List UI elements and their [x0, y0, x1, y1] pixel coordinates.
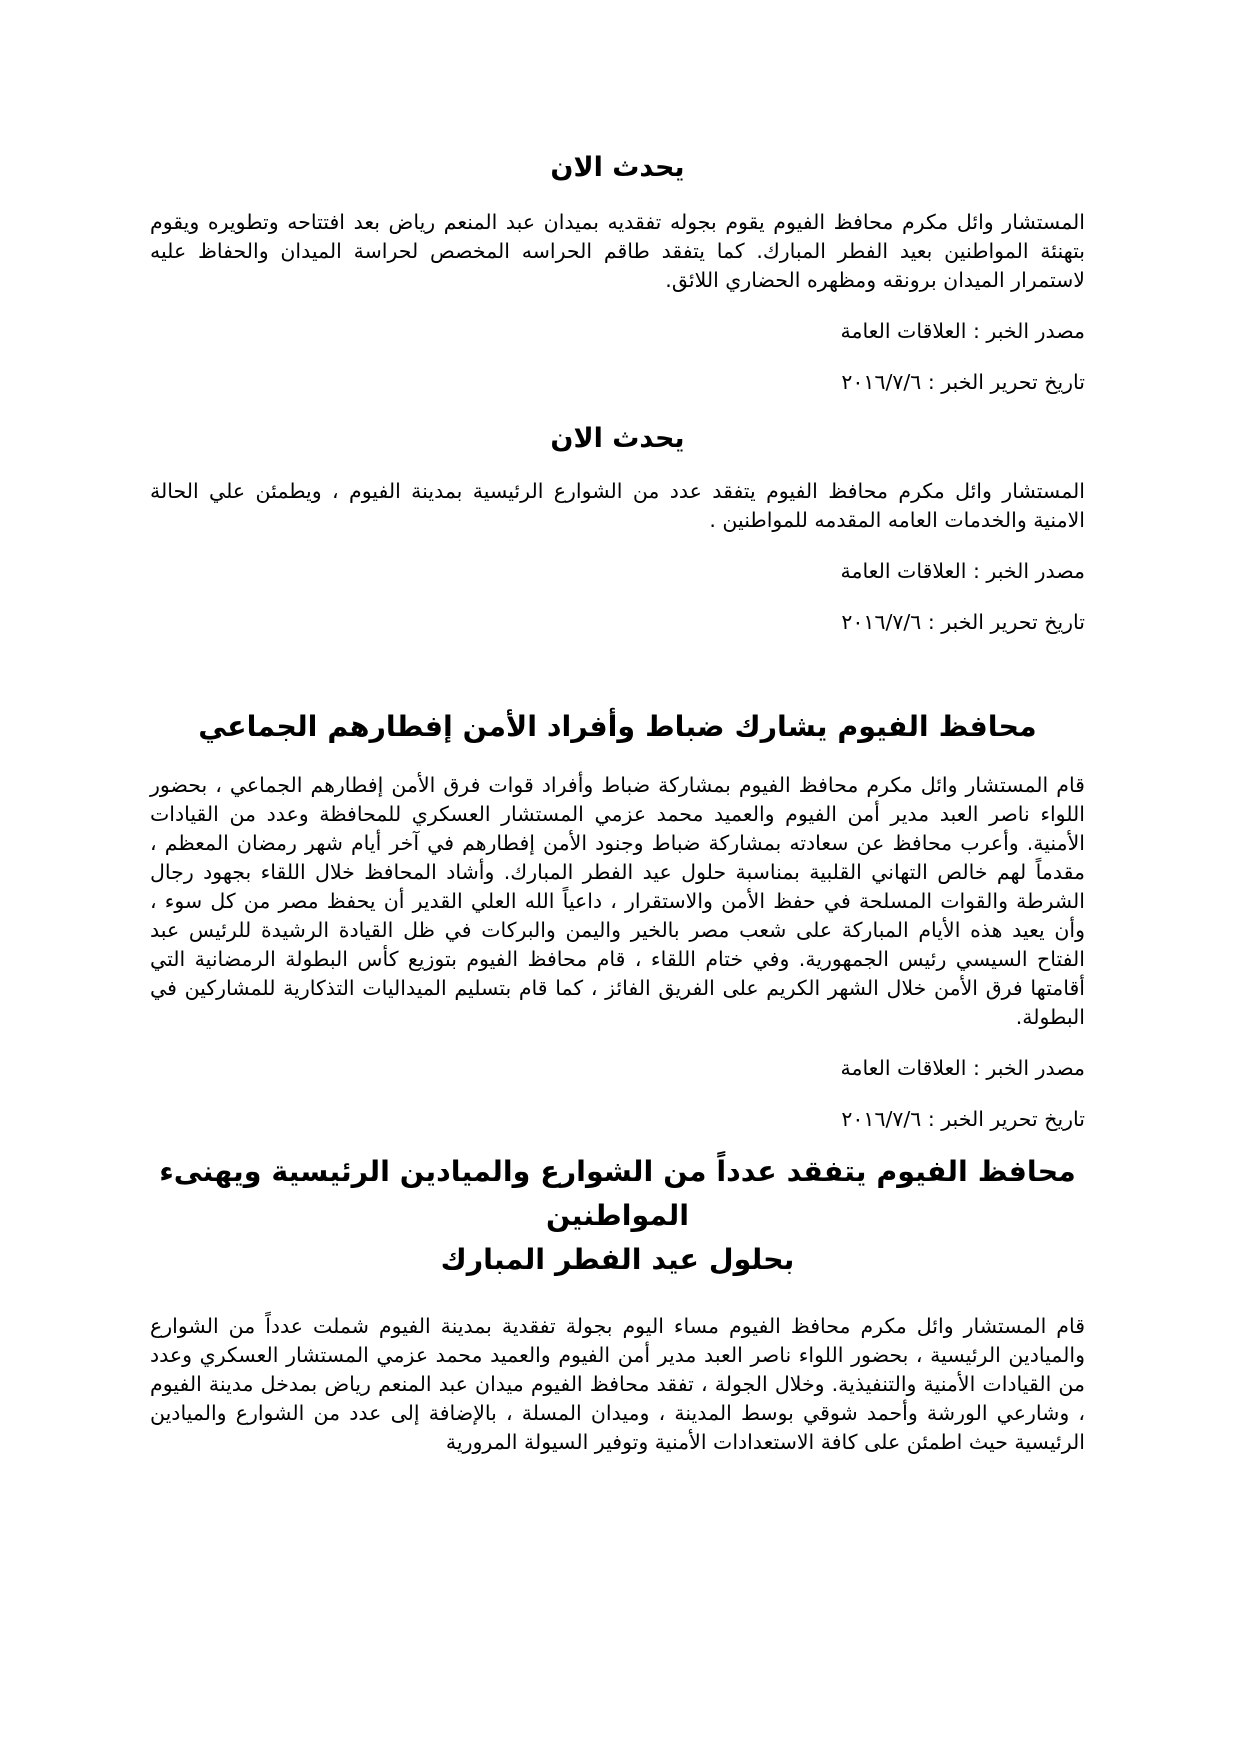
section-2-source: مصدر الخبر : العلاقات العامة	[840, 559, 1085, 583]
section-3-paragraph: قام المستشار وائل مكرم محافظ الفيوم بمشاركة ضباط وأفراد قوات فرق الأمن إفطارهم الجماعي ، بحضور اللواء ناصر العبد مدير أمن الفيوم والعميد محمد عزمي المستشار العسكري للمحافظة وعدد من القيادات الأمنية. وأعرب محافظ عن سعادته بمشاركة ضباط وجنود الأمن إفطارهم في آخر أيام شهر رمضان المعظم ، مقدماً لهم خالص التهاني القلبية بمناسبة حلول عيد الفطر المبارك. وأشاد المحافظ خلال اللقاء بجهود رجال الشرطة والقوات المسلحة في حفظ الأمن والاستقرار ، داعياً الله العلي القدير أن يحفظ مصر من كل سوء ، وأن يعيد هذه الأيام المباركة على شعب مصر بالخير واليمن والبركات في ظل القيادة الرشيدة للرئيس عبد الفتاح السيسي رئيس الجمهورية. وفي ختام اللقاء ، قام محافظ الفيوم بتوزيع كأس البطولة الرمضانية التي أقامتها فرق الأمن خلال الشهر الكريم على الفريق الفائز ، كما قام بتسليم الميداليات التذكارية للمشاركين في البطولة.	[150, 773, 1085, 1029]
section-1-title: يحدث الان	[550, 152, 685, 183]
section-2-paragraph: المستشار وائل مكرم محافظ الفيوم يتفقد عدد من الشوارع الرئيسية بمدينة الفيوم ، ويطمئن علي الحالة الامنية والخدمات العامه المقدمه للمواطنين .	[150, 479, 1085, 532]
section-3-date: تاريخ تحرير الخبر : ٢٠١٦/٧/٦	[841, 1107, 1085, 1131]
section-1-source: مصدر الخبر : العلاقات العامة	[840, 319, 1085, 343]
section-1-paragraph: المستشار وائل مكرم محافظ الفيوم يقوم بجوله تفقديه بميدان عبد المنعم رياض بعد افتتاحه وتطويره ويقوم بتهنئة المواطنين بعيد الفطر المبارك. كما يتفقد طاقم الحراسه المخصص لحراسة الميدان والحفاظ عليه لاستمرار الميدان برونقه ومظهره الحضاري اللائق.	[150, 210, 1085, 292]
section-2-date: تاريخ تحرير الخبر : ٢٠١٦/٧/٦	[841, 610, 1085, 634]
section-1-date: تاريخ تحرير الخبر : ٢٠١٦/٧/٦	[841, 370, 1085, 394]
section-3-source: مصدر الخبر : العلاقات العامة	[840, 1056, 1085, 1080]
section-2-title: يحدث الان	[550, 423, 685, 454]
section-4-title-line-1: محافظ الفيوم يتفقد عدداً من الشوارع والميادين الرئيسية ويهنىء المواطنين	[159, 1155, 1076, 1232]
section-4-title	[150, 1150, 1085, 1282]
section-4-title-line-2: بحلول عيد الفطر المبارك	[440, 1243, 795, 1276]
document-content	[150, 148, 1085, 1457]
section-3-title: محافظ الفيوم يشارك ضباط وأفراد الأمن إفطارهم الجماعي	[198, 710, 1037, 743]
section-4-paragraph: قام المستشار وائل مكرم محافظ الفيوم مساء اليوم بجولة تفقدية بمدينة الفيوم شملت عدداً من الشوارع والميادين الرئيسية ، بحضور اللواء ناصر العبد مدير أمن الفيوم والعميد محمد عزمي المستشار العسكري وعدد من القيادات الأمنية والتنفيذية. وخلال الجولة ، تفقد محافظ الفيوم ميدان عبد المنعم رياض بمدخل مدينة الفيوم ، وشارعي الورشة وأحمد شوقي بوسط المدينة ، وميدان المسلة ، بالإضافة إلى عدد من الشوارع والميادين الرئيسية حيث اطمئن على كافة الاستعدادات الأمنية وتوفير السيولة المرورية	[150, 1314, 1085, 1454]
